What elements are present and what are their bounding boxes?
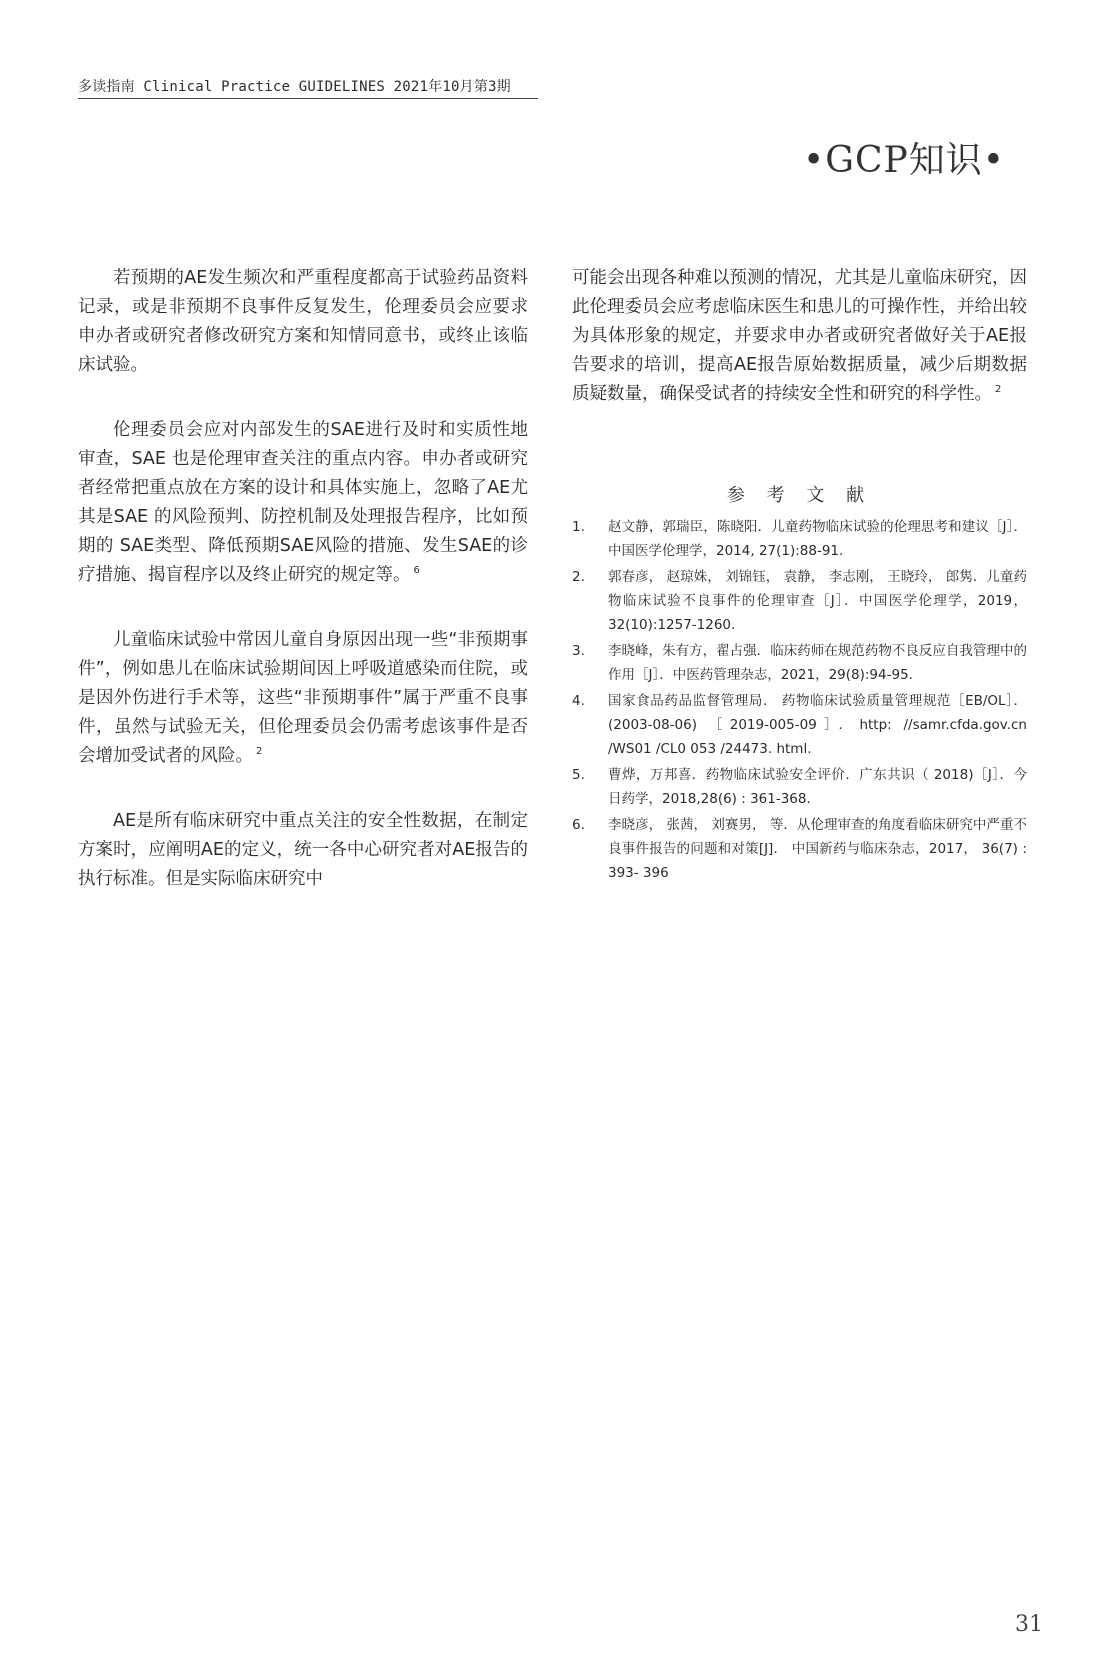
reference-item — [572, 639, 1027, 687]
reference-text: 李晓峰，朱有方，翟占强．临床药师在规范药物不良反应自我管理中的作用［J］．中医药管理杂志，2021，29(8):94-95. — [608, 643, 1027, 683]
reference-item — [572, 565, 1027, 637]
continued-paragraph — [572, 264, 1027, 409]
reference-number: 2. — [572, 569, 585, 585]
reference-text: 李晓彦， 张茜， 刘赛男， 等．从伦理审查的角度看临床研究中严重不良事件报告的问题和对策[J]． 中国新药与临床杂志，2017， 36(7) : 393- 396 — [608, 817, 1027, 881]
citation-marker: 2 — [256, 746, 263, 758]
reference-text: 郭春彦， 赵琼姝， 刘锦钰， 袁静， 李志刚， 王晓玲， 郎隽．儿童药物临床试验不良事件的伦理审查［J］．中国医学伦理学，2019，32(10):1257-1260. — [608, 569, 1027, 633]
reference-item — [572, 515, 1027, 563]
references-heading: 参 考 文 献 — [726, 485, 873, 506]
reference-number: 1. — [572, 519, 585, 535]
page-number: 31 — [1015, 1612, 1043, 1637]
paragraph-text: 若预期的AE发生频次和严重程度都高于试验药品资料记录，或是非预期不良事件反复发生，伦理委员会应要求申办者或研究者修改研究方案和知情同意书，或终止该临床试验。 — [78, 268, 528, 375]
paragraph-text: 可能会出现各种难以预测的情况，尤其是儿童临床研究，因此伦理委员会应考虑临床医生和患儿的可操作性，并给出较为具体形象的规定，并要求申办者或研究者做好关于AE报告要求的培训，提高AE报告原始数据质量，减少后期数据质疑数量，确保受试者的持续安全性和研究的科学性。 — [572, 268, 1027, 404]
body-paragraph — [78, 807, 528, 894]
reference-number: 5. — [572, 767, 585, 783]
reference-number: 6. — [572, 817, 585, 833]
reference-item — [572, 813, 1027, 885]
citation-marker: 6 — [413, 565, 420, 577]
reference-list — [572, 515, 1027, 885]
reference-text: 国家食品药品监督管理局． 药物临床试验质量管理规范［EB/OL］． (2003-08-06) ［2019-005-09］．http: //samr.cfda.gov.cn /WS01 /CL0 053 /24473. html. — [608, 693, 1027, 757]
reference-text: 赵文静，郭瑞臣，陈晓阳．儿童药物临床试验的伦理思考和建议［J］．中国医学伦理学，2014, 27(1):88-91. — [608, 519, 1027, 559]
body-paragraph — [78, 264, 528, 380]
body-paragraph — [78, 416, 528, 590]
paragraph-text: 儿童临床试验中常因儿童自身原因出现一些“非预期事件”，例如患儿在临床试验期间因上呼吸道感染而住院，或是因外伤进行手术等，这些“非预期事件”属于严重不良事 件，虽然与试验无关，但伦理委员会仍需考虑该事件是否会增加受试者的风险。 — [78, 630, 528, 766]
reference-item — [572, 689, 1027, 761]
citation-marker: 2 — [995, 384, 1002, 396]
body-paragraph — [78, 626, 528, 771]
reference-text: 曹烨，万邦喜．药物临床试验安全评价．广东共识（ 2018)［J］．今日药学，2018,28(6) : 361-368. — [608, 767, 1027, 807]
section-title: •GCP知识• — [803, 140, 1005, 181]
reference-item — [572, 763, 1027, 811]
left-column — [78, 264, 528, 930]
reference-number: 4. — [572, 693, 585, 709]
right-column — [572, 264, 1027, 887]
running-head: 多读指南 Clinical Practice GUIDELINES 2021年10月第3期 — [78, 76, 538, 99]
paragraph-text: AE是所有临床研究中重点关注的安全性数据，在制定方案时，应阐明AE的定义，统一各中心研究者对AE报告的执行标准。但是实际临床研究中 — [78, 811, 528, 889]
reference-number: 3. — [572, 643, 585, 659]
paragraph-text: 伦理委员会应对内部发生的SAE进行及时和实质性地审查，SAE 也是伦理审查关注的重点内容。申办者或研究者经常把重点放在方案的设计和具体实施上，忽略了AE尤其是SAE 的风险预判、防控机制及处理报告程序，比如预期的 SAE类型、降低预期SAE风险的措施、发生SAE的诊疗措施、揭盲程序以及终止研究的规定等。 — [78, 420, 528, 585]
